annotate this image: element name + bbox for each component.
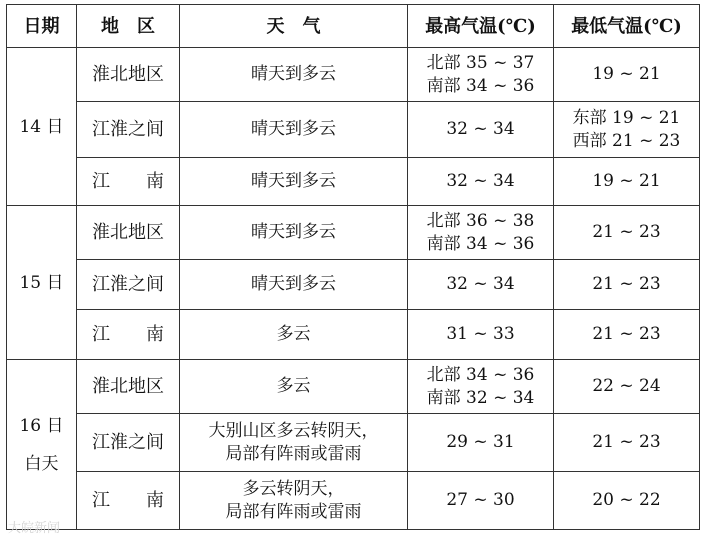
- region-cell: 淮北地区: [77, 48, 180, 102]
- date-line: 白天: [24, 453, 59, 474]
- low-cell: [554, 360, 700, 414]
- weather-line: 局部有阵雨或雷雨: [225, 443, 362, 464]
- date-cell: [7, 360, 77, 530]
- weather-cell: [180, 206, 408, 260]
- high-cell: [408, 158, 554, 206]
- weather-cell: [180, 310, 408, 360]
- weather-line: 晴天到多云: [251, 274, 336, 294]
- high-line: 北部 36 ~ 38: [426, 210, 535, 231]
- region-cell: 江 南: [77, 472, 180, 530]
- high-cell: [408, 48, 554, 102]
- header-date: 日期: [7, 5, 77, 48]
- header-row: [7, 5, 700, 48]
- low-cell: [554, 48, 700, 102]
- high-cell: [408, 102, 554, 158]
- weather-cell: [180, 260, 408, 310]
- weather-line: 晴天到多云: [251, 171, 336, 191]
- table-row: [7, 260, 700, 310]
- high-cell: [408, 206, 554, 260]
- region-cell: 江淮之间: [77, 260, 180, 310]
- high-cell: [408, 414, 554, 472]
- weather-cell: [180, 102, 408, 158]
- region-cell: 江淮之间: [77, 414, 180, 472]
- low-line: 19 ~ 21: [592, 171, 661, 191]
- region-cell: 江淮之间: [77, 102, 180, 158]
- date-line: 15 日: [19, 272, 64, 293]
- high-line: 北部 34 ~ 36: [426, 364, 535, 385]
- high-line: 32 ~ 34: [446, 119, 515, 139]
- low-line: 21 ~ 23: [592, 222, 661, 242]
- forecast-table: [6, 4, 700, 530]
- high-line: 32 ~ 34: [446, 171, 515, 191]
- low-line: 21 ~ 23: [592, 432, 661, 452]
- header-region: 地 区: [77, 5, 180, 48]
- table-row: [7, 102, 700, 158]
- region-cell: 江 南: [77, 158, 180, 206]
- low-line: 东部 19 ~ 21: [572, 107, 681, 128]
- low-cell: [554, 102, 700, 158]
- table-row: [7, 206, 700, 260]
- low-line: 22 ~ 24: [592, 376, 661, 396]
- weather-cell: [180, 48, 408, 102]
- high-line: 29 ~ 31: [446, 432, 515, 452]
- low-cell: [554, 472, 700, 530]
- high-cell: [408, 472, 554, 530]
- weather-cell: [180, 414, 408, 472]
- high-cell: [408, 310, 554, 360]
- weather-line: 多云: [276, 324, 311, 344]
- weather-cell: [180, 472, 408, 530]
- high-line: 南部 32 ~ 34: [426, 387, 535, 408]
- high-line: 27 ~ 30: [446, 490, 515, 510]
- low-cell: [554, 310, 700, 360]
- table-row: [7, 310, 700, 360]
- high-line: 南部 34 ~ 36: [426, 75, 535, 96]
- weather-line: 晴天到多云: [251, 119, 336, 139]
- high-cell: [408, 260, 554, 310]
- date-cell: [7, 48, 77, 206]
- high-cell: [408, 360, 554, 414]
- low-cell: [554, 260, 700, 310]
- region-cell: 淮北地区: [77, 206, 180, 260]
- low-line: 20 ~ 22: [592, 490, 661, 510]
- weather-line: 大别山区多云转阴天，: [208, 420, 379, 441]
- header-high-temp: 最高气温(℃): [408, 5, 554, 48]
- date-line: 16 日: [19, 415, 64, 436]
- table-row: [7, 360, 700, 414]
- low-line: 21 ~ 23: [592, 324, 661, 344]
- date-cell: [7, 206, 77, 360]
- weather-line: 晴天到多云: [251, 222, 336, 242]
- header-weather: 天 气: [180, 5, 408, 48]
- weather-line: 多云转阴天，: [242, 478, 345, 499]
- table-row: [7, 158, 700, 206]
- low-cell: [554, 158, 700, 206]
- weather-line: 晴天到多云: [251, 64, 336, 84]
- high-line: 31 ~ 33: [446, 324, 515, 344]
- low-cell: [554, 206, 700, 260]
- date-line: 14 日: [19, 116, 64, 137]
- low-line: 西部 21 ~ 23: [572, 130, 681, 151]
- weather-cell: [180, 158, 408, 206]
- high-line: 北部 35 ~ 37: [426, 52, 535, 73]
- watermark: 大皖新闻: [8, 521, 61, 536]
- weather-cell: [180, 360, 408, 414]
- weather-line: 局部有阵雨或雷雨: [225, 501, 362, 522]
- table-row: [7, 472, 700, 530]
- table-row: [7, 414, 700, 472]
- region-cell: 江 南: [77, 310, 180, 360]
- weather-line: 多云: [276, 376, 311, 396]
- forecast-body: [7, 48, 700, 530]
- low-line: 19 ~ 21: [592, 64, 661, 84]
- header-low-temp: 最低气温(℃): [554, 5, 700, 48]
- table-row: [7, 48, 700, 102]
- region-cell: 淮北地区: [77, 360, 180, 414]
- low-line: 21 ~ 23: [592, 274, 661, 294]
- high-line: 32 ~ 34: [446, 274, 515, 294]
- low-cell: [554, 414, 700, 472]
- high-line: 南部 34 ~ 36: [426, 233, 535, 254]
